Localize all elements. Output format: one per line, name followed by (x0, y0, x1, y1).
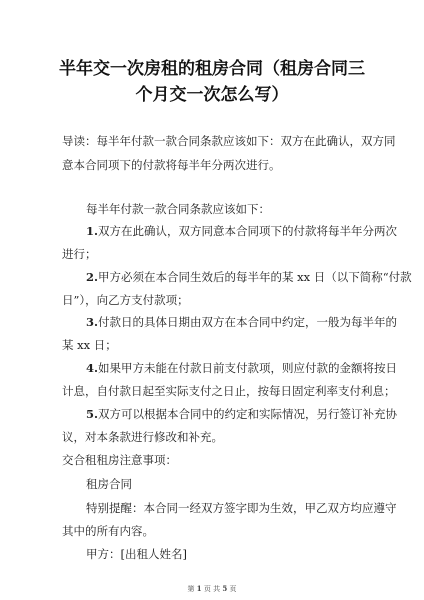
page-footer (0, 584, 424, 594)
clause-4-line-2: 计息，自付款日起至实际支付之日止，按每日固定利率支付利息； (62, 384, 396, 398)
document-title (40, 56, 384, 108)
clause-3-line-2: 某 xx 日； (62, 338, 117, 352)
clause-1-line-2: 进行； (62, 247, 97, 261)
footer-total-pages: 5 (222, 584, 228, 593)
title-line-1: 半年交一次房租的租房合同（租房合同三 (59, 59, 365, 79)
clause-4-text: 如果甲方未能在付款日前支付款项，则应付款的金额将按日 (98, 361, 398, 375)
party-a-line: 甲方：[出租人姓名] (86, 547, 187, 561)
title-line-2: 个月交一次怎么写） (135, 85, 289, 105)
clause-4-line-1 (86, 360, 397, 376)
reminder-line-1: 特别提醒：本合同一经双方签字即为生效，甲乙双方均应遵守 (86, 501, 397, 515)
clause-2-text: 甲方必须在本合同生效后的每半年的某 xx 日（以下简称“付款 (98, 270, 412, 284)
clause-1-number: 1. (86, 224, 99, 238)
intro-line-2: 意本合同项下的付款将每半年分两次进行。 (62, 158, 281, 172)
clause-1-text: 双方在此确认，双方同意本合同项下的付款将每半年分两次 (98, 224, 398, 238)
clause-heading: 每半年付款一款合同条款应该如下： (86, 202, 270, 216)
reminder-line-2: 其中的所有内容。 (62, 524, 154, 538)
contract-label: 租房合同 (86, 477, 132, 491)
clause-4-number: 4. (86, 361, 99, 375)
clause-5-text: 双方可以根据本合同中的约定和实际情况，另行签订补充协 (98, 407, 398, 421)
clause-5-line-2: 议，对本条款进行修改和补充。 (62, 430, 223, 444)
clause-3-text: 付款日的具体日期由双方在本合同中约定，一般为每半年的 (98, 315, 398, 329)
clause-5-line-1 (86, 406, 397, 422)
clause-2-line-2: 日”），向乙方支付款项； (62, 293, 189, 307)
footer-page-number: 1 (196, 584, 202, 593)
clause-5-number: 5. (86, 407, 99, 421)
footer-suffix: 页 (229, 585, 237, 593)
footer-middle: 页 共 (203, 585, 221, 593)
intro-line-1: 导读：每半年付款一款合同条款应该如下：双方在此确认，双方同 (62, 134, 396, 148)
clause-2-line-1 (86, 269, 412, 285)
clause-2-number: 2. (86, 270, 99, 284)
notes-heading: 交合租租房注意事项： (62, 453, 177, 467)
footer-prefix: 第 (187, 585, 195, 593)
clause-3-number: 3. (86, 315, 99, 329)
clause-1-line-1 (86, 223, 397, 239)
clause-3-line-1 (86, 314, 397, 330)
